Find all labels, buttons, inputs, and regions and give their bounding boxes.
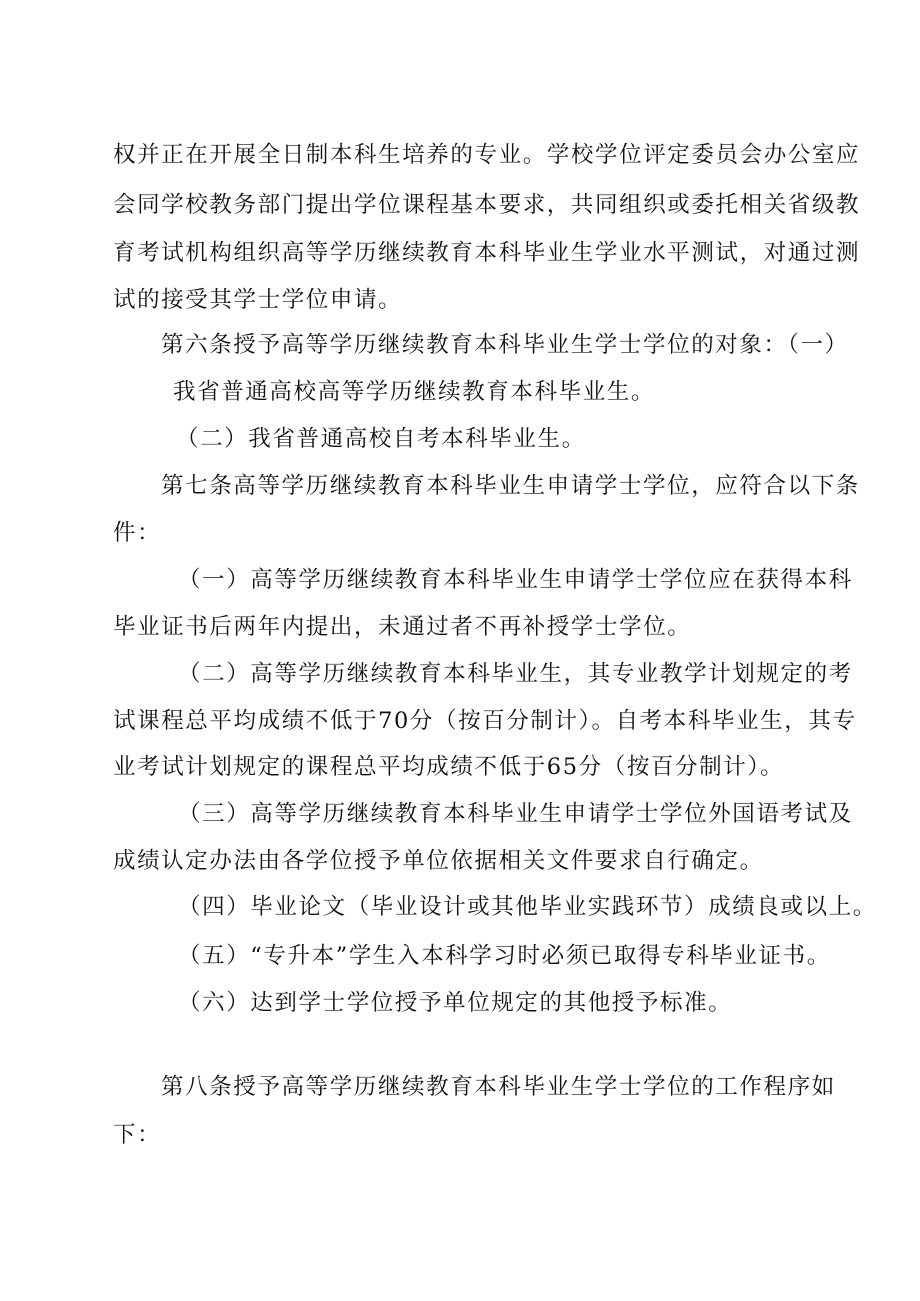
text-line: 育考试机构组织高等学历继续教育本科毕业生学业水平测试，对通过测 [113,240,861,266]
text-line: （六）达到学士学位授予单位规定的其他授予标准。 [178,990,733,1016]
text-line: 业考试计划规定的课程总平均成绩不低于65分（按百分制计）。 [113,754,785,780]
text-line: （一）高等学历继续教育本科毕业生申请学士学位应在获得本科 [178,567,853,593]
text-line: 试的接受其学士学位申请。 [113,287,403,313]
article-7-heading: 第七条高等学历继续教育本科毕业生申请学士学位，应符合以下条 [161,473,860,499]
text-line: 试课程总平均成绩不低于70分（按百分制计）。自考本科毕业生，其专 [113,708,857,734]
text-line: （二）高等学历继续教育本科毕业生，其专业教学计划规定的考 [178,661,853,687]
text-line: （五）“专升本”学生入本科学习时必须已取得专科毕业证书。 [178,943,831,969]
text-line: 权并正在开展全日制本科生培养的专业。学校学位评定委员会办公室应 [113,142,861,168]
text-line: 成绩认定办法由各学位授予单位依据相关文件要求自行确定。 [113,848,764,874]
text-line: 毕业证书后两年内提出，未通过者不再补授学士学位。 [113,614,692,640]
article-6-heading: 第六条授予高等学历继续教育本科毕业生学士学位的对象：（一） [161,332,849,358]
text-line: 会同学校教务部门提出学位课程基本要求，共同组织或委托相关省级教 [113,192,861,218]
text-line: 我省普通高校高等学历继续教育本科毕业生。 [173,379,656,405]
text-line: （三）高等学历继续教育本科毕业生申请学士学位外国语考试及 [178,801,853,827]
text-line: 件： [113,520,162,546]
text-line: （二）我省普通高校自考本科毕业生。 [176,426,586,452]
text-line: 下： [113,1122,162,1148]
text-line: （四）毕业论文（毕业设计或其他毕业实践环节）成绩良或以上。 [178,894,877,920]
article-8-heading: 第八条授予高等学历继续教育本科毕业生学士学位的工作程序如 [161,1074,836,1100]
